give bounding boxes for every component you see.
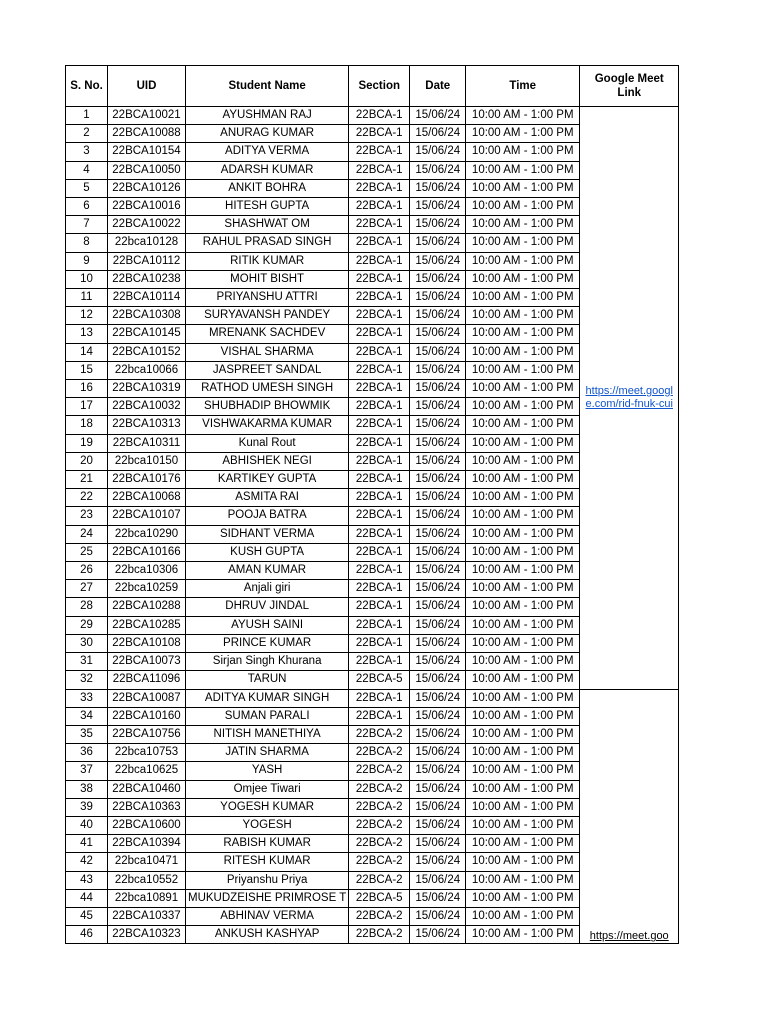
serial-no-cell: 44 <box>66 889 108 907</box>
time-cell: 10:00 AM - 1:00 PM <box>466 107 580 125</box>
student-name-cell: TARUN <box>186 671 349 689</box>
date-cell: 15/06/24 <box>410 489 466 507</box>
section-cell: 22BCA-1 <box>349 634 410 652</box>
uid-cell: 22BCA10600 <box>108 816 186 834</box>
time-cell: 10:00 AM - 1:00 PM <box>466 634 580 652</box>
date-cell: 15/06/24 <box>410 707 466 725</box>
student-schedule-table <box>65 65 679 944</box>
header-date: Date <box>410 66 466 107</box>
uid-cell: 22BCA10166 <box>108 543 186 561</box>
section-cell: 22BCA-1 <box>349 343 410 361</box>
serial-no-cell: 26 <box>66 562 108 580</box>
section-cell: 22BCA-1 <box>349 270 410 288</box>
date-cell: 15/06/24 <box>410 398 466 416</box>
time-cell: 10:00 AM - 1:00 PM <box>466 471 580 489</box>
student-name-cell: ANKIT BOHRA <box>186 179 349 197</box>
section-cell: 22BCA-2 <box>349 725 410 743</box>
uid-cell: 22BCA10152 <box>108 343 186 361</box>
uid-cell: 22BCA10460 <box>108 780 186 798</box>
uid-cell: 22BCA10308 <box>108 307 186 325</box>
serial-no-cell: 33 <box>66 689 108 707</box>
date-cell: 15/06/24 <box>410 525 466 543</box>
time-cell: 10:00 AM - 1:00 PM <box>466 853 580 871</box>
student-name-cell: KARTIKEY GUPTA <box>186 471 349 489</box>
student-name-cell: SIDHANT VERMA <box>186 525 349 543</box>
time-cell: 10:00 AM - 1:00 PM <box>466 216 580 234</box>
uid-cell: 22BCA10394 <box>108 835 186 853</box>
time-cell: 10:00 AM - 1:00 PM <box>466 452 580 470</box>
date-cell: 15/06/24 <box>410 889 466 907</box>
serial-no-cell: 15 <box>66 361 108 379</box>
student-name-cell: Omjee Tiwari <box>186 780 349 798</box>
serial-no-cell: 46 <box>66 926 108 944</box>
uid-cell: 22BCA10288 <box>108 598 186 616</box>
date-cell: 15/06/24 <box>410 216 466 234</box>
time-cell: 10:00 AM - 1:00 PM <box>466 835 580 853</box>
date-cell: 15/06/24 <box>410 853 466 871</box>
date-cell: 15/06/24 <box>410 543 466 561</box>
time-cell: 10:00 AM - 1:00 PM <box>466 562 580 580</box>
serial-no-cell: 32 <box>66 671 108 689</box>
uid-cell: 22bca10259 <box>108 580 186 598</box>
date-cell: 15/06/24 <box>410 744 466 762</box>
serial-no-cell: 17 <box>66 398 108 416</box>
meet-link-cell-group-1 <box>580 107 679 690</box>
section-cell: 22BCA-1 <box>349 543 410 561</box>
header-section: Section <box>349 66 410 107</box>
time-cell: 10:00 AM - 1:00 PM <box>466 307 580 325</box>
serial-no-cell: 12 <box>66 307 108 325</box>
student-name-cell: ADITYA KUMAR SINGH <box>186 689 349 707</box>
google-meet-link-2[interactable]: https://meet.goo <box>589 930 669 943</box>
time-cell: 10:00 AM - 1:00 PM <box>466 707 580 725</box>
time-cell: 10:00 AM - 1:00 PM <box>466 653 580 671</box>
section-cell: 22BCA-1 <box>349 380 410 398</box>
uid-cell: 22BCA10107 <box>108 507 186 525</box>
time-cell: 10:00 AM - 1:00 PM <box>466 798 580 816</box>
serial-no-cell: 11 <box>66 289 108 307</box>
meet-link-cell-group-2 <box>580 689 679 944</box>
time-cell: 10:00 AM - 1:00 PM <box>466 671 580 689</box>
uid-cell: 22BCA10756 <box>108 725 186 743</box>
serial-no-cell: 22 <box>66 489 108 507</box>
serial-no-cell: 9 <box>66 252 108 270</box>
student-name-cell: SHASHWAT OM <box>186 216 349 234</box>
time-cell: 10:00 AM - 1:00 PM <box>466 926 580 944</box>
section-cell: 22BCA-1 <box>349 562 410 580</box>
serial-no-cell: 31 <box>66 653 108 671</box>
serial-no-cell: 2 <box>66 125 108 143</box>
table-body <box>66 107 679 944</box>
serial-no-cell: 4 <box>66 161 108 179</box>
time-cell: 10:00 AM - 1:00 PM <box>466 343 580 361</box>
uid-cell: 22BCA10145 <box>108 325 186 343</box>
student-name-cell: ANURAG KUMAR <box>186 125 349 143</box>
date-cell: 15/06/24 <box>410 598 466 616</box>
date-cell: 15/06/24 <box>410 871 466 889</box>
uid-cell: 22BCA10112 <box>108 252 186 270</box>
date-cell: 15/06/24 <box>410 907 466 925</box>
header-google-meet-link: Google Meet Link <box>580 66 679 107</box>
student-name-cell: ASMITA RAI <box>186 489 349 507</box>
serial-no-cell: 1 <box>66 107 108 125</box>
student-name-cell: RITIK KUMAR <box>186 252 349 270</box>
uid-cell: 22BCA10021 <box>108 107 186 125</box>
serial-no-cell: 29 <box>66 616 108 634</box>
student-name-cell: AMAN KUMAR <box>186 562 349 580</box>
student-name-cell: AYUSH SAINI <box>186 616 349 634</box>
uid-cell: 22bca10066 <box>108 361 186 379</box>
time-cell: 10:00 AM - 1:00 PM <box>466 125 580 143</box>
serial-no-cell: 20 <box>66 452 108 470</box>
serial-no-cell: 19 <box>66 434 108 452</box>
table-row <box>66 107 679 125</box>
student-name-cell: KUSH GUPTA <box>186 543 349 561</box>
section-cell: 22BCA-1 <box>349 434 410 452</box>
time-cell: 10:00 AM - 1:00 PM <box>466 252 580 270</box>
section-cell: 22BCA-2 <box>349 835 410 853</box>
date-cell: 15/06/24 <box>410 125 466 143</box>
student-name-cell: Sirjan Singh Khurana <box>186 653 349 671</box>
header-time: Time <box>466 66 580 107</box>
section-cell: 22BCA-1 <box>349 289 410 307</box>
serial-no-cell: 8 <box>66 234 108 252</box>
time-cell: 10:00 AM - 1:00 PM <box>466 380 580 398</box>
serial-no-cell: 45 <box>66 907 108 925</box>
uid-cell: 22BCA10032 <box>108 398 186 416</box>
section-cell: 22BCA-2 <box>349 853 410 871</box>
serial-no-cell: 24 <box>66 525 108 543</box>
date-cell: 15/06/24 <box>410 725 466 743</box>
section-cell: 22BCA-2 <box>349 926 410 944</box>
section-cell: 22BCA-2 <box>349 762 410 780</box>
date-cell: 15/06/24 <box>410 816 466 834</box>
date-cell: 15/06/24 <box>410 416 466 434</box>
header-row <box>66 66 679 107</box>
section-cell: 22BCA-1 <box>349 234 410 252</box>
section-cell: 22BCA-2 <box>349 871 410 889</box>
date-cell: 15/06/24 <box>410 161 466 179</box>
uid-cell: 22BCA10160 <box>108 707 186 725</box>
uid-cell: 22bca10290 <box>108 525 186 543</box>
time-cell: 10:00 AM - 1:00 PM <box>466 525 580 543</box>
time-cell: 10:00 AM - 1:00 PM <box>466 780 580 798</box>
student-name-cell: RABISH KUMAR <box>186 835 349 853</box>
uid-cell: 22BCA10087 <box>108 689 186 707</box>
student-name-cell: Kunal Rout <box>186 434 349 452</box>
date-cell: 15/06/24 <box>410 471 466 489</box>
date-cell: 15/06/24 <box>410 270 466 288</box>
section-cell: 22BCA-1 <box>349 525 410 543</box>
student-name-cell: SURYAVANSH PANDEY <box>186 307 349 325</box>
serial-no-cell: 35 <box>66 725 108 743</box>
student-name-cell: RAHUL PRASAD SINGH <box>186 234 349 252</box>
date-cell: 15/06/24 <box>410 689 466 707</box>
serial-no-cell: 5 <box>66 179 108 197</box>
header-uid: UID <box>108 66 186 107</box>
date-cell: 15/06/24 <box>410 289 466 307</box>
date-cell: 15/06/24 <box>410 926 466 944</box>
serial-no-cell: 14 <box>66 343 108 361</box>
date-cell: 15/06/24 <box>410 380 466 398</box>
student-name-cell: YASH <box>186 762 349 780</box>
serial-no-cell: 34 <box>66 707 108 725</box>
google-meet-link-1[interactable]: https://meet.google.com/rid-fnuk-cui <box>585 384 673 410</box>
time-cell: 10:00 AM - 1:00 PM <box>466 598 580 616</box>
uid-cell: 22bca10471 <box>108 853 186 871</box>
serial-no-cell: 6 <box>66 198 108 216</box>
section-cell: 22BCA-1 <box>349 452 410 470</box>
section-cell: 22BCA-1 <box>349 252 410 270</box>
section-cell: 22BCA-1 <box>349 653 410 671</box>
uid-cell: 22BCA10319 <box>108 380 186 398</box>
time-cell: 10:00 AM - 1:00 PM <box>466 744 580 762</box>
date-cell: 15/06/24 <box>410 780 466 798</box>
date-cell: 15/06/24 <box>410 507 466 525</box>
student-name-cell: YOGESH KUMAR <box>186 798 349 816</box>
date-cell: 15/06/24 <box>410 762 466 780</box>
serial-no-cell: 16 <box>66 380 108 398</box>
section-cell: 22BCA-1 <box>349 398 410 416</box>
time-cell: 10:00 AM - 1:00 PM <box>466 234 580 252</box>
uid-cell: 22bca10891 <box>108 889 186 907</box>
uid-cell: 22BCA10073 <box>108 653 186 671</box>
time-cell: 10:00 AM - 1:00 PM <box>466 289 580 307</box>
section-cell: 22BCA-1 <box>349 216 410 234</box>
table-row <box>66 689 679 707</box>
time-cell: 10:00 AM - 1:00 PM <box>466 816 580 834</box>
date-cell: 15/06/24 <box>410 234 466 252</box>
uid-cell: 22BCA10285 <box>108 616 186 634</box>
time-cell: 10:00 AM - 1:00 PM <box>466 616 580 634</box>
date-cell: 15/06/24 <box>410 798 466 816</box>
serial-no-cell: 18 <box>66 416 108 434</box>
date-cell: 15/06/24 <box>410 835 466 853</box>
date-cell: 15/06/24 <box>410 580 466 598</box>
uid-cell: 22BCA10050 <box>108 161 186 179</box>
student-name-cell: JATIN SHARMA <box>186 744 349 762</box>
time-cell: 10:00 AM - 1:00 PM <box>466 762 580 780</box>
section-cell: 22BCA-2 <box>349 816 410 834</box>
time-cell: 10:00 AM - 1:00 PM <box>466 689 580 707</box>
student-name-cell: Anjali giri <box>186 580 349 598</box>
section-cell: 22BCA-5 <box>349 671 410 689</box>
student-name-cell: MRENANK SACHDEV <box>186 325 349 343</box>
date-cell: 15/06/24 <box>410 671 466 689</box>
date-cell: 15/06/24 <box>410 307 466 325</box>
student-name-cell: ADARSH KUMAR <box>186 161 349 179</box>
uid-cell: 22BCA10114 <box>108 289 186 307</box>
time-cell: 10:00 AM - 1:00 PM <box>466 489 580 507</box>
uid-cell: 22BCA10068 <box>108 489 186 507</box>
time-cell: 10:00 AM - 1:00 PM <box>466 889 580 907</box>
student-name-cell: AYUSHMAN RAJ <box>186 107 349 125</box>
serial-no-cell: 25 <box>66 543 108 561</box>
student-name-cell: SUMAN PARALI <box>186 707 349 725</box>
uid-cell: 22bca10552 <box>108 871 186 889</box>
student-name-cell: MOHIT BISHT <box>186 270 349 288</box>
section-cell: 22BCA-1 <box>349 489 410 507</box>
student-name-cell: POOJA BATRA <box>186 507 349 525</box>
uid-cell: 22BCA10126 <box>108 179 186 197</box>
student-name-cell: ABHISHEK NEGI <box>186 452 349 470</box>
time-cell: 10:00 AM - 1:00 PM <box>466 179 580 197</box>
time-cell: 10:00 AM - 1:00 PM <box>466 161 580 179</box>
section-cell: 22BCA-1 <box>349 471 410 489</box>
uid-cell: 22bca10150 <box>108 452 186 470</box>
section-cell: 22BCA-2 <box>349 907 410 925</box>
student-name-cell: PRINCE KUMAR <box>186 634 349 652</box>
uid-cell: 22BCA10088 <box>108 125 186 143</box>
student-name-cell: DHRUV JINDAL <box>186 598 349 616</box>
serial-no-cell: 10 <box>66 270 108 288</box>
section-cell: 22BCA-1 <box>349 707 410 725</box>
serial-no-cell: 42 <box>66 853 108 871</box>
date-cell: 15/06/24 <box>410 653 466 671</box>
student-name-cell: RITESH KUMAR <box>186 853 349 871</box>
uid-cell: 22BCA10313 <box>108 416 186 434</box>
serial-no-cell: 13 <box>66 325 108 343</box>
time-cell: 10:00 AM - 1:00 PM <box>466 725 580 743</box>
serial-no-cell: 37 <box>66 762 108 780</box>
section-cell: 22BCA-2 <box>349 798 410 816</box>
date-cell: 15/06/24 <box>410 107 466 125</box>
uid-cell: 22BCA10238 <box>108 270 186 288</box>
section-cell: 22BCA-1 <box>349 125 410 143</box>
uid-cell: 22BCA10154 <box>108 143 186 161</box>
uid-cell: 22BCA11096 <box>108 671 186 689</box>
time-cell: 10:00 AM - 1:00 PM <box>466 416 580 434</box>
student-name-cell: PRIYANSHU ATTRI <box>186 289 349 307</box>
time-cell: 10:00 AM - 1:00 PM <box>466 198 580 216</box>
time-cell: 10:00 AM - 1:00 PM <box>466 325 580 343</box>
time-cell: 10:00 AM - 1:00 PM <box>466 507 580 525</box>
student-name-cell: VISHAL SHARMA <box>186 343 349 361</box>
section-cell: 22BCA-2 <box>349 780 410 798</box>
time-cell: 10:00 AM - 1:00 PM <box>466 398 580 416</box>
time-cell: 10:00 AM - 1:00 PM <box>466 143 580 161</box>
uid-cell: 22BCA10311 <box>108 434 186 452</box>
section-cell: 22BCA-5 <box>349 889 410 907</box>
section-cell: 22BCA-1 <box>349 689 410 707</box>
student-name-cell: NITISH MANETHIYA <box>186 725 349 743</box>
date-cell: 15/06/24 <box>410 634 466 652</box>
serial-no-cell: 36 <box>66 744 108 762</box>
date-cell: 15/06/24 <box>410 143 466 161</box>
serial-no-cell: 7 <box>66 216 108 234</box>
uid-cell: 22bca10306 <box>108 562 186 580</box>
student-name-cell: RATHOD UMESH SINGH <box>186 380 349 398</box>
date-cell: 15/06/24 <box>410 325 466 343</box>
student-name-cell: JASPREET SANDAL <box>186 361 349 379</box>
uid-cell: 22BCA10176 <box>108 471 186 489</box>
serial-no-cell: 41 <box>66 835 108 853</box>
time-cell: 10:00 AM - 1:00 PM <box>466 543 580 561</box>
uid-cell: 22bca10625 <box>108 762 186 780</box>
section-cell: 22BCA-1 <box>349 361 410 379</box>
serial-no-cell: 30 <box>66 634 108 652</box>
uid-cell: 22bca10128 <box>108 234 186 252</box>
date-cell: 15/06/24 <box>410 562 466 580</box>
uid-cell: 22BCA10016 <box>108 198 186 216</box>
student-name-cell: Priyanshu Priya <box>186 871 349 889</box>
section-cell: 22BCA-1 <box>349 107 410 125</box>
section-cell: 22BCA-1 <box>349 507 410 525</box>
section-cell: 22BCA-1 <box>349 416 410 434</box>
time-cell: 10:00 AM - 1:00 PM <box>466 434 580 452</box>
section-cell: 22BCA-1 <box>349 179 410 197</box>
serial-no-cell: 39 <box>66 798 108 816</box>
uid-cell: 22BCA10022 <box>108 216 186 234</box>
time-cell: 10:00 AM - 1:00 PM <box>466 907 580 925</box>
section-cell: 22BCA-1 <box>349 580 410 598</box>
serial-no-cell: 40 <box>66 816 108 834</box>
date-cell: 15/06/24 <box>410 198 466 216</box>
student-name-cell: VISHWAKARMA KUMAR <box>186 416 349 434</box>
uid-cell: 22BCA10363 <box>108 798 186 816</box>
uid-cell: 22BCA10323 <box>108 926 186 944</box>
serial-no-cell: 38 <box>66 780 108 798</box>
date-cell: 15/06/24 <box>410 179 466 197</box>
uid-cell: 22bca10753 <box>108 744 186 762</box>
serial-no-cell: 21 <box>66 471 108 489</box>
date-cell: 15/06/24 <box>410 434 466 452</box>
date-cell: 15/06/24 <box>410 343 466 361</box>
section-cell: 22BCA-1 <box>349 598 410 616</box>
time-cell: 10:00 AM - 1:00 PM <box>466 361 580 379</box>
header-student-name: Student Name <box>186 66 349 107</box>
student-name-cell: ANKUSH KASHYAP <box>186 926 349 944</box>
section-cell: 22BCA-1 <box>349 616 410 634</box>
date-cell: 15/06/24 <box>410 252 466 270</box>
student-name-cell: MUKUDZEISHE PRIMROSE T <box>186 889 349 907</box>
time-cell: 10:00 AM - 1:00 PM <box>466 270 580 288</box>
uid-cell: 22BCA10337 <box>108 907 186 925</box>
student-name-cell: ADITYA VERMA <box>186 143 349 161</box>
time-cell: 10:00 AM - 1:00 PM <box>466 871 580 889</box>
section-cell: 22BCA-1 <box>349 161 410 179</box>
uid-cell: 22BCA10108 <box>108 634 186 652</box>
time-cell: 10:00 AM - 1:00 PM <box>466 580 580 598</box>
header-serial-no: S. No. <box>66 66 108 107</box>
serial-no-cell: 43 <box>66 871 108 889</box>
student-name-cell: YOGESH <box>186 816 349 834</box>
serial-no-cell: 28 <box>66 598 108 616</box>
section-cell: 22BCA-1 <box>349 307 410 325</box>
section-cell: 22BCA-1 <box>349 143 410 161</box>
student-name-cell: HITESH GUPTA <box>186 198 349 216</box>
date-cell: 15/06/24 <box>410 452 466 470</box>
date-cell: 15/06/24 <box>410 361 466 379</box>
section-cell: 22BCA-1 <box>349 198 410 216</box>
date-cell: 15/06/24 <box>410 616 466 634</box>
student-name-cell: ABHINAV VERMA <box>186 907 349 925</box>
section-cell: 22BCA-1 <box>349 325 410 343</box>
student-name-cell: SHUBHADIP BHOWMIK <box>186 398 349 416</box>
serial-no-cell: 27 <box>66 580 108 598</box>
serial-no-cell: 3 <box>66 143 108 161</box>
serial-no-cell: 23 <box>66 507 108 525</box>
section-cell: 22BCA-2 <box>349 744 410 762</box>
